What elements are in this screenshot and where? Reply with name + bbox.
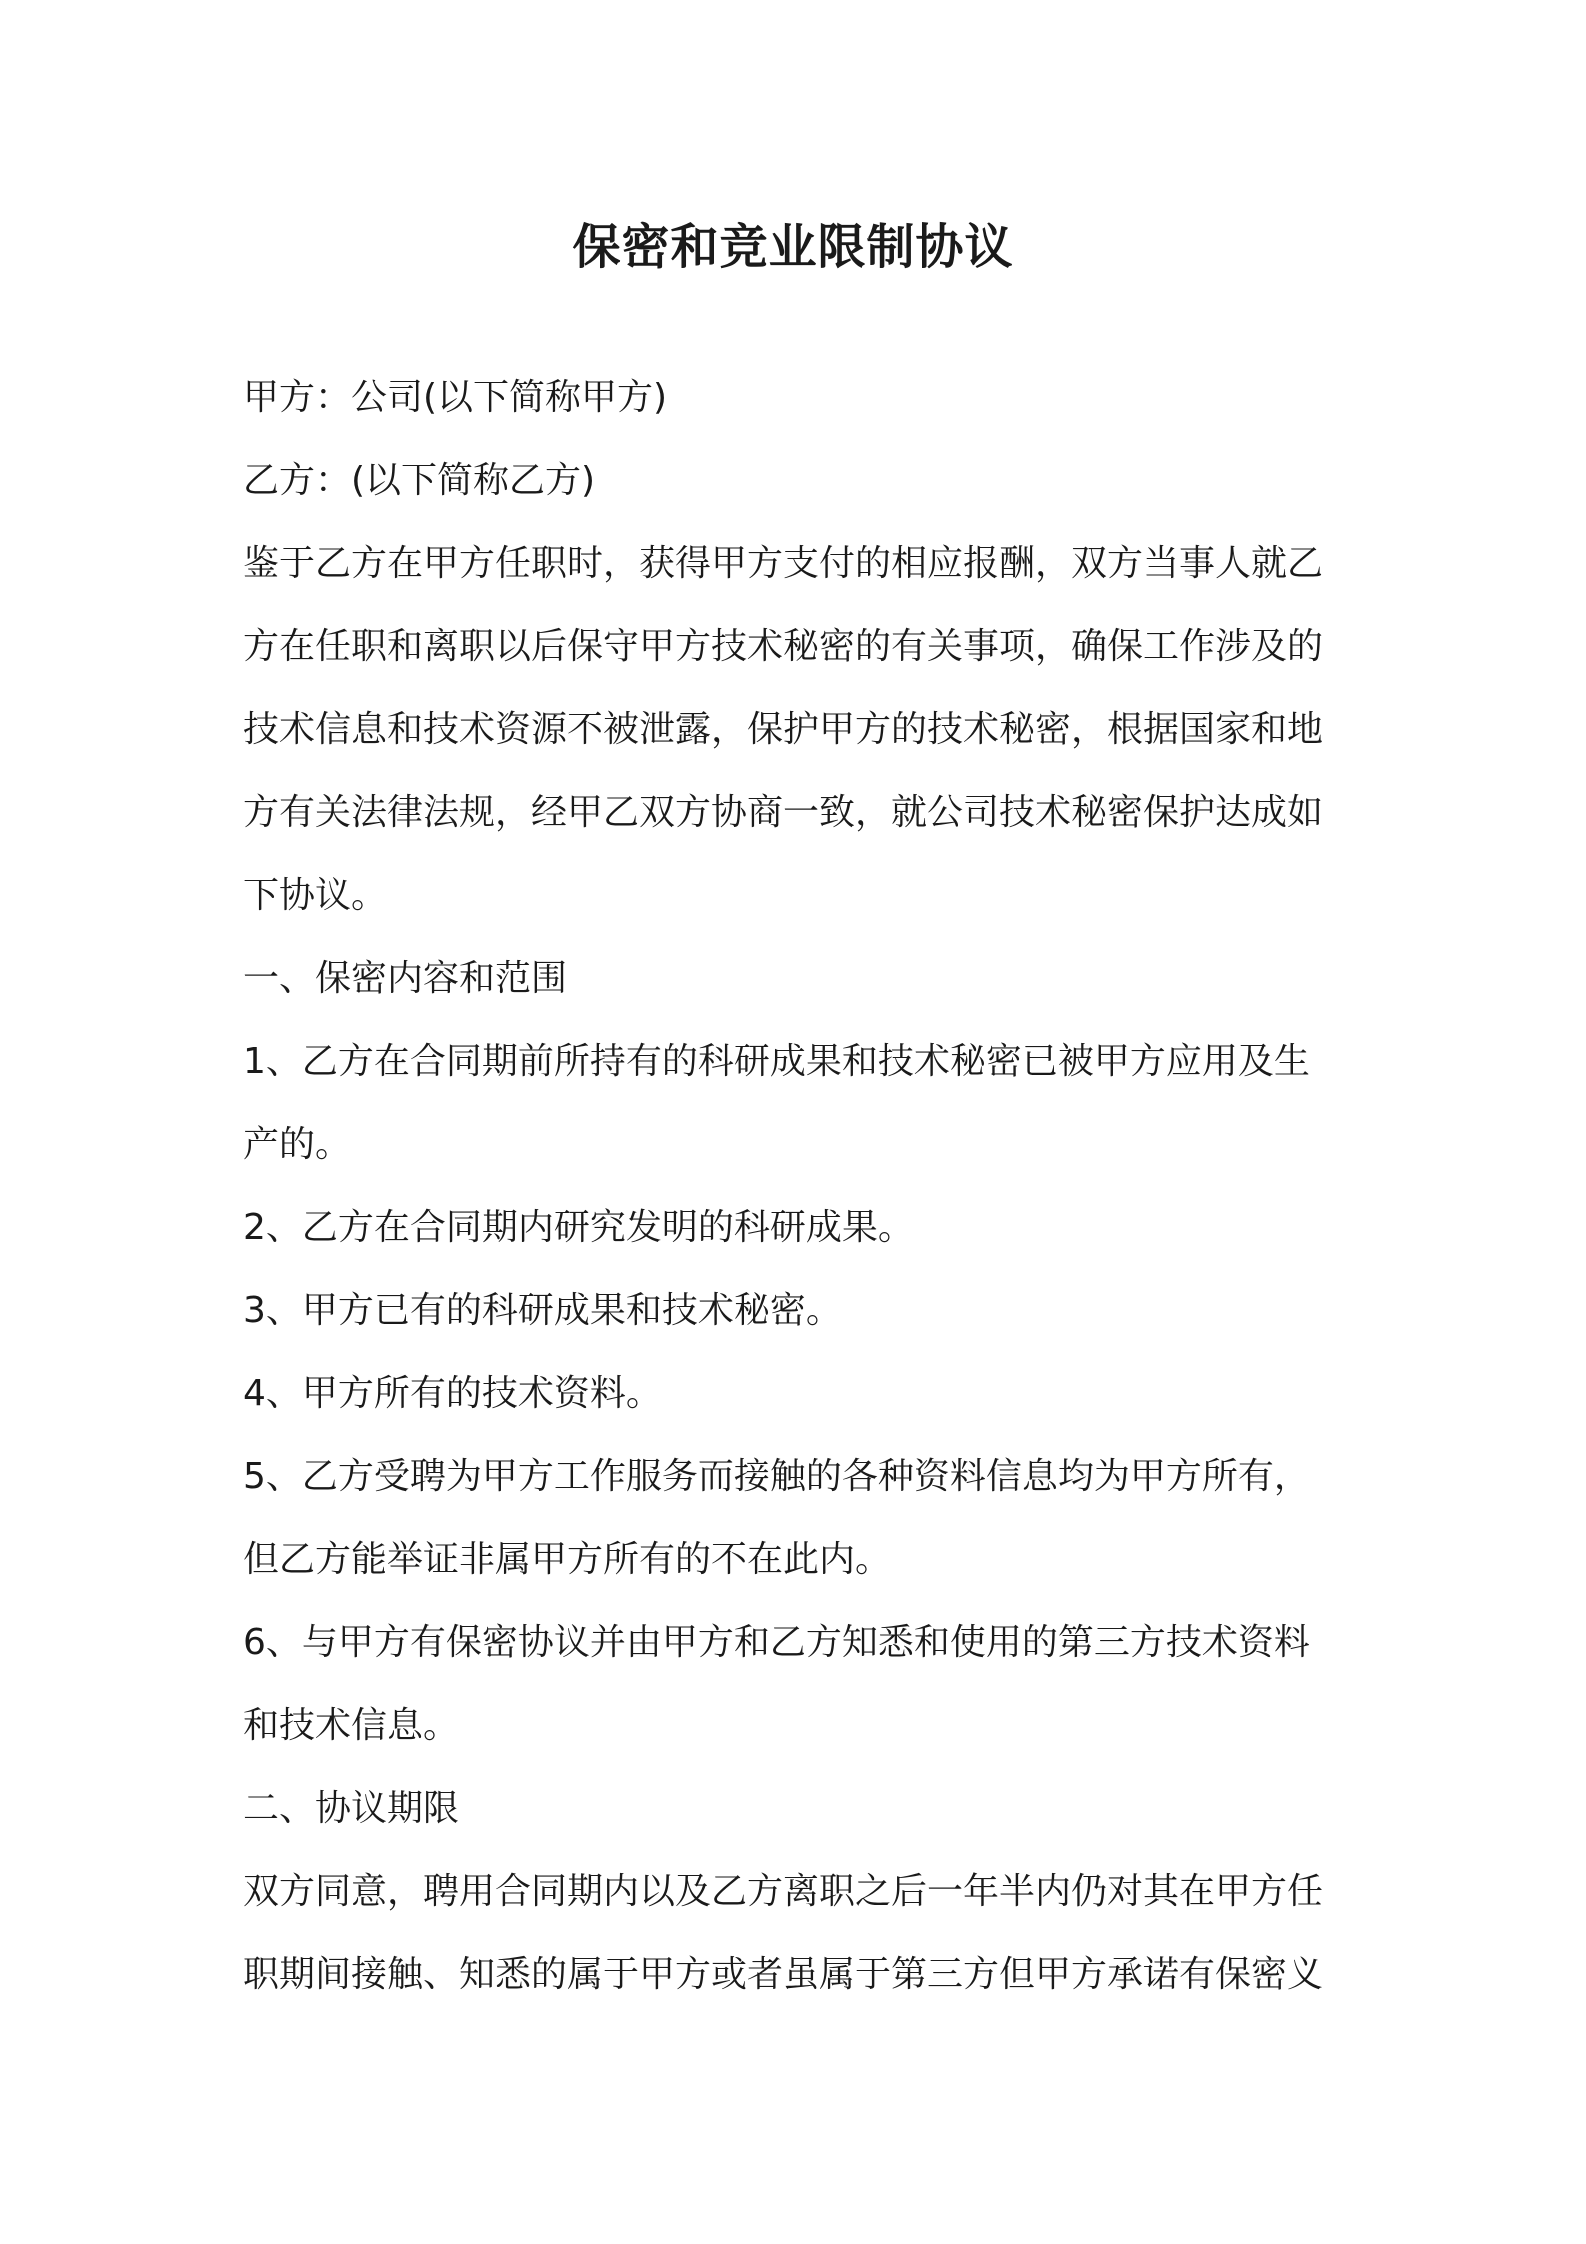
text-line: 5、乙方受聘为甲方工作服务而接触的各种资料信息均为甲方所有，: [243, 1456, 1310, 1497]
text-line: 方在任职和离职以后保守甲方技术秘密的有关事项，确保工作涉及的: [243, 626, 1324, 667]
section-heading-1: [243, 937, 1355, 1020]
text-line: 但乙方能举证非属甲方所有的不在此内。: [243, 1539, 892, 1580]
clause-1-1: [243, 1020, 1355, 1186]
section-heading-2: [243, 1767, 1355, 1850]
text-line: 甲方：公司(以下简称甲方): [243, 377, 668, 418]
text-line: 二、协议期限: [243, 1788, 460, 1829]
clause-1-5: [243, 1435, 1355, 1601]
text-line: 鉴于乙方在甲方任职时，获得甲方支付的相应报酬，双方当事人就乙: [243, 543, 1324, 584]
text-line: 6、与甲方有保密协议并由甲方和乙方知悉和使用的第三方技术资料: [243, 1622, 1310, 1663]
document-title: 保密和竞业限制协议: [572, 219, 1014, 275]
text-line: 技术信息和技术资源不被泄露，保护甲方的技术秘密，根据国家和地: [243, 709, 1324, 750]
text-line: 2、乙方在合同期内研究发明的科研成果。: [243, 1207, 914, 1248]
clause-1-4: [243, 1352, 1355, 1435]
clause-1-3: [243, 1269, 1355, 1352]
preamble-paragraph: [243, 522, 1355, 937]
document-body: [243, 356, 1355, 2016]
text-line: 和技术信息。: [243, 1705, 460, 1746]
term-paragraph: [243, 1850, 1355, 2016]
text-line: 一、保密内容和范围: [243, 958, 568, 999]
text-line: 产的。: [243, 1124, 352, 1165]
text-line: 职期间接触、知悉的属于甲方或者虽属于第三方但甲方承诺有保密义: [243, 1954, 1324, 1995]
text-line: 下协议。: [243, 875, 388, 916]
party-a-line: [243, 356, 1355, 439]
text-line: 1、乙方在合同期前所持有的科研成果和技术秘密已被甲方应用及生: [243, 1041, 1310, 1082]
party-b-line: [243, 439, 1355, 522]
clause-1-2: [243, 1186, 1355, 1269]
text-line: 双方同意，聘用合同期内以及乙方离职之后一年半内仍对其在甲方任: [243, 1871, 1324, 1912]
text-line: 乙方：(以下简称乙方): [243, 460, 596, 501]
text-line: 3、甲方已有的科研成果和技术秘密。: [243, 1290, 842, 1331]
text-line: 4、甲方所有的技术资料。: [243, 1373, 662, 1414]
clause-1-6: [243, 1601, 1355, 1767]
text-line: 方有关法律法规，经甲乙双方协商一致，就公司技术秘密保护达成如: [243, 792, 1324, 833]
